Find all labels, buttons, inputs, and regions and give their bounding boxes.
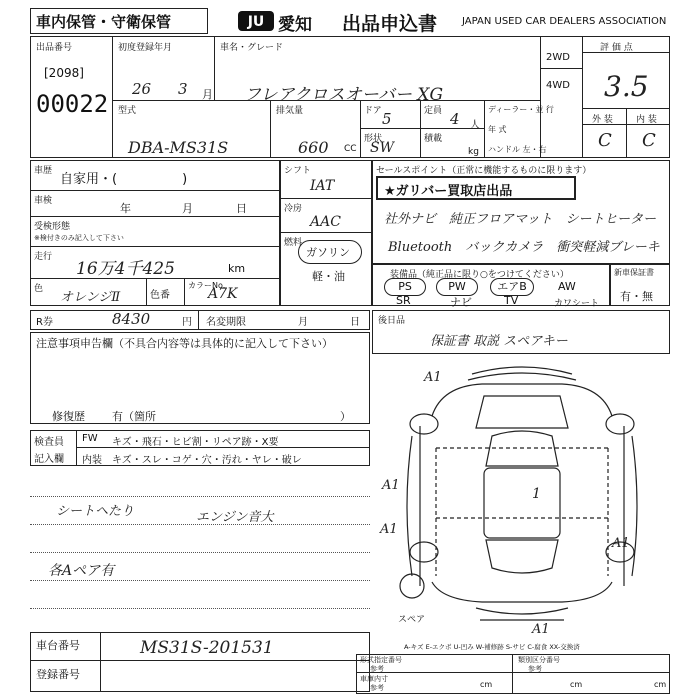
fuel-label: 燃料 <box>284 238 303 248</box>
garage-size-cm2: cm <box>570 680 583 689</box>
lot-bracket-no: [2098] <box>44 66 84 80</box>
inspector-label-1: 検査員 <box>34 437 64 448</box>
repair-label: 修復歴 <box>52 410 85 423</box>
spare-label: スペア <box>398 615 426 625</box>
color-label: 色 <box>34 284 44 294</box>
type-num-label: 形式指定番号 <box>360 656 402 664</box>
cooler-label: 冷房 <box>284 204 303 214</box>
recycle-frame <box>30 310 370 330</box>
inspector-row2-tag: 内装 <box>82 455 102 466</box>
garage-size-cm3: cm <box>654 680 667 689</box>
registration-month-unit: 月 <box>202 88 213 101</box>
equipment-leather-seat: カワシート <box>554 299 600 309</box>
type-num-ref: 参考 <box>370 665 384 673</box>
equipment-sr: SR <box>396 294 411 307</box>
damage-mark-left-front: A1 <box>382 478 400 493</box>
damage-mark-right: A1 <box>612 536 630 551</box>
mileage-label: 走行 <box>34 252 53 262</box>
class-num-ref: 参考 <box>528 665 542 673</box>
model-label: 車名・グレード <box>220 43 284 53</box>
history-label: 車歴 <box>34 166 53 176</box>
mileage-value: 16万4千425 <box>76 259 175 279</box>
shift-value: IAT <box>310 178 335 194</box>
damage-mark-roof: 1 <box>532 486 541 502</box>
rating-int-value: C <box>642 130 656 151</box>
load-label: 積載 <box>424 134 443 144</box>
color-no-label: 色番 <box>150 290 170 301</box>
ju-logo <box>238 9 274 33</box>
memo-line-3: 各Aペア有 <box>48 563 115 579</box>
storage-label: 車内保管・守衛保管 <box>36 13 172 31</box>
seat-unit: 人 <box>470 120 480 131</box>
warranty-value: 有・無 <box>620 290 653 303</box>
warranty-label: 新車保証書 <box>614 268 654 277</box>
load-unit: kg <box>468 147 479 157</box>
org-name: 愛知 <box>278 15 312 35</box>
seat-value: 4 <box>450 110 460 128</box>
garage-size-label: 車庫内寸 <box>360 675 388 683</box>
after-items-value: 保証書 取説 スペアキー <box>430 334 568 349</box>
equipment-ps: PS <box>384 278 426 296</box>
fuel-value: ガソリン <box>306 246 350 259</box>
handle-label: ハンドル 左・右 <box>488 145 547 154</box>
notes-label: 注意事項申告欄（不具合内容等は具体的に記入して下さい） <box>36 337 333 350</box>
rating-ext-label: 外 装 <box>592 115 613 125</box>
svg-text:JU: JU <box>247 14 265 30</box>
recycle-label: R券 <box>36 317 53 328</box>
cc-label: 排気量 <box>276 106 304 116</box>
type-value: DBA-MS31S <box>128 138 229 157</box>
name-change-day: 日 <box>350 317 360 328</box>
type-label: 型式 <box>118 106 137 116</box>
damage-mark-rear: A1 <box>532 622 550 637</box>
receipt-label: 受検形態 <box>34 222 71 232</box>
rating-int-label: 内 装 <box>636 115 657 125</box>
fuel-other: 軽・油 <box>312 270 345 283</box>
org-english: JAPAN USED CAR DEALERS ASSOCIATION <box>462 16 667 27</box>
inspector-row2: キズ・スレ・コゲ・穴・汚れ・ヤレ・破レ <box>112 455 302 466</box>
door-value: 5 <box>382 110 392 128</box>
color-code-label: カラーNo. <box>188 281 226 290</box>
inspection-day: 日 <box>236 202 247 215</box>
lot-label: 出品番号 <box>36 43 73 53</box>
garage-size-cm1: cm <box>480 680 493 689</box>
rating-ext-value: C <box>598 130 612 151</box>
model-value: フレアクロスオーバー XG <box>244 85 444 105</box>
cooler-value: AAC <box>310 214 341 230</box>
garage-size-ref: 参考 <box>370 684 384 692</box>
cc-unit: CC <box>344 144 357 154</box>
selling-points-line1: 社外ナビ 純正フロアマット シートヒーター <box>384 212 656 227</box>
inspector-label-2: 記入欄 <box>34 454 64 465</box>
form-title: 出品申込書 <box>342 13 438 35</box>
door-label: ドア <box>364 106 382 116</box>
damage-mark-front: A1 <box>424 370 442 385</box>
drive-2wd: 2WD <box>546 52 570 63</box>
repair-value: 有（箇所 <box>112 410 156 423</box>
after-items-label: 後日品 <box>378 316 406 326</box>
registration-year: 26 <box>132 80 152 98</box>
shape-label: 形状 <box>364 134 383 144</box>
chassis-label: 車台番号 <box>36 639 80 652</box>
equipment-pw: PW <box>436 278 478 296</box>
memo-line-1: シートヘたり <box>56 504 135 519</box>
class-num-label: 類別区分番号 <box>518 656 560 664</box>
mileage-unit: km <box>228 262 246 275</box>
recycle-value: 8430 <box>112 310 151 328</box>
rating-label: 評 価 点 <box>600 43 633 53</box>
shift-label: シフト <box>284 166 312 176</box>
registration-month: 3 <box>178 80 188 98</box>
car-damage-diagram <box>372 356 670 648</box>
damage-legend: A-キズ E-エクボ U-凹み W-補修跡 S-サビ C-腐食 XX-交換済 <box>404 643 580 651</box>
color-value: オレンジⅡ <box>60 290 121 305</box>
registration-label: 初度登録年月 <box>118 43 173 53</box>
equipment-airbag: エアB <box>490 278 534 296</box>
equipment-tv: TV <box>504 294 519 307</box>
drive-4wd: 4WD <box>546 80 570 91</box>
inspection-label: 車検 <box>34 196 53 206</box>
seat-label: 定員 <box>424 106 443 116</box>
inspector-row1: キズ・飛石・ヒビ割・リペア跡・X要 <box>112 437 279 448</box>
selling-points-label: セールスポイント（正常に機能するものに限ります） <box>376 166 592 176</box>
name-change-label: 名変期限 <box>206 317 246 328</box>
chassis-value: MS31S-201531 <box>140 638 274 658</box>
selling-points-line2: Bluetooth バックカメラ 衝突軽減ブレーキ <box>388 240 660 255</box>
history-value: 自家用・( ) <box>60 172 188 187</box>
selling-points-banner: ★ガリバー買取店出品 <box>384 184 513 199</box>
equipment-navi: ナビ <box>450 296 472 309</box>
recycle-unit: 円 <box>182 317 192 328</box>
color-code-value: A7K <box>208 286 238 302</box>
inspection-month: 月 <box>182 202 193 215</box>
year-label: 年 式 <box>488 125 507 134</box>
repair-close: ） <box>340 410 351 423</box>
inspector-row1-tag: FW <box>82 433 98 444</box>
equipment-label: 装備品（純正品に限り○をつけてください） <box>390 270 569 280</box>
damage-mark-left-rear: A1 <box>380 522 398 537</box>
receipt-note: ※検付きのみ記入して下さい <box>34 234 124 242</box>
cc-value: 660 <box>298 138 329 157</box>
shape-value: SW <box>370 140 394 156</box>
footer-frame <box>356 654 670 694</box>
name-change-month: 月 <box>298 317 308 328</box>
rating-score: 3.5 <box>604 70 649 103</box>
dealer-label: ディーラー・並 行 <box>488 105 554 114</box>
reg-number-label: 登録番号 <box>36 668 80 681</box>
inspection-year: 年 <box>120 202 131 215</box>
memo-line-2: エンジン音大 <box>196 510 274 525</box>
lot-number: 00022 <box>36 90 109 118</box>
equipment-aw: AW <box>558 280 576 293</box>
